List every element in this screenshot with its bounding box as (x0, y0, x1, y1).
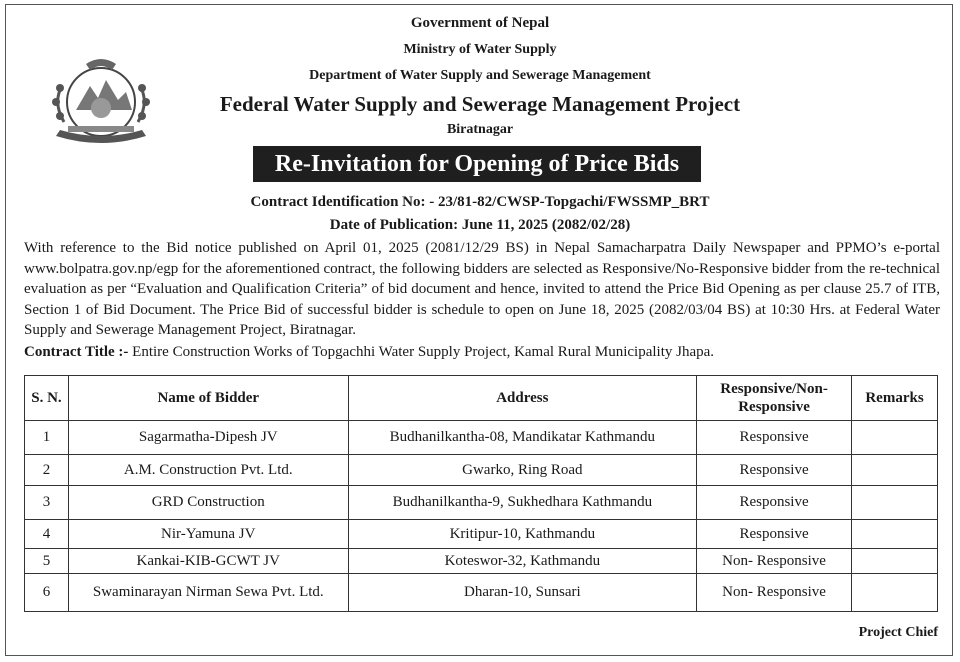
cell-sn: 1 (25, 421, 69, 455)
cell-remarks (852, 520, 938, 549)
cell-remarks (852, 486, 938, 520)
cell-sn: 2 (25, 455, 69, 486)
cell-address: Kritipur-10, Kathmandu (348, 520, 697, 549)
cell-status: Responsive (697, 486, 852, 520)
cell-remarks (852, 574, 938, 612)
publication-date: Date of Publication: June 11, 2025 (2082/02/28) (329, 217, 631, 233)
contract-title (24, 342, 940, 362)
header-responsive: Responsive/Non-Responsive (697, 376, 852, 421)
cell-name: A.M. Construction Pvt. Ltd. (68, 455, 348, 486)
header-name: Name of Bidder (68, 376, 348, 421)
header-address: Address (348, 376, 697, 421)
cell-status: Responsive (697, 520, 852, 549)
contract-title-label: Contract Title :- (24, 344, 129, 360)
cell-status: Non- Responsive (697, 549, 852, 574)
contract-title-value: Entire Construction Works of Topgachhi Water Supply Project, Kamal Rural Municipality Jhapa. (128, 344, 715, 360)
cell-name: Kankai-KIB-GCWT JV (68, 549, 348, 574)
contract-identification: Contract Identification No: - 23/81-82/CWSP-Topgachi/FWSSMP_BRT (250, 194, 710, 210)
cell-address: Dharan-10, Sunsari (348, 574, 697, 612)
header-location: Biratnagar (446, 122, 514, 137)
header-department: Department of Water Supply and Sewerage Management (309, 68, 651, 83)
header-project: Federal Water Supply and Sewerage Management Project (219, 92, 741, 116)
cell-sn: 4 (25, 520, 69, 549)
cell-sn: 6 (25, 574, 69, 612)
cell-name: Sagarmatha-Dipesh JV (68, 421, 348, 455)
table-row (25, 421, 938, 455)
cell-status: Responsive (697, 455, 852, 486)
table-row (25, 486, 938, 520)
table-row (25, 549, 938, 574)
table-row (25, 574, 938, 612)
table-row (25, 455, 938, 486)
header-ministry: Ministry of Water Supply (403, 42, 557, 57)
cell-remarks (852, 455, 938, 486)
cell-status: Responsive (697, 421, 852, 455)
cell-status: Non- Responsive (697, 574, 852, 612)
cell-sn: 5 (25, 549, 69, 574)
cell-address: Budhanilkantha-08, Mandikatar Kathmandu (348, 421, 697, 455)
table-header-row (25, 376, 938, 421)
cell-address: Gwarko, Ring Road (348, 455, 697, 486)
bidders-table (24, 375, 938, 612)
cell-name: GRD Construction (68, 486, 348, 520)
notice-body: With reference to the Bid notice published on April 01, 2025 (2081/12/29 BS) in Nepal Samacharpatra Daily Newspaper and PPMO’s e-portal www.bolpatra.gov.np/egp for the aforementioned contract, the following bidders are selected as Responsive/No-Responsive bidder from the re-technical evaluation as per “Evaluation and Qualification Criteria” of bid document and hence, invited to attend the Price Bid Opening as per clause 25.7 of ITB, Section 1 of Bid Document. The Price Bid of successful bidder is schedule to open on June 18, 2025 (2082/03/04 BS) at 10:30 Hrs. at Federal Water Supply and Sewerage Management Project, Biratnagar. (24, 240, 940, 338)
cell-sn: 3 (25, 486, 69, 520)
cell-name: Swaminarayan Nirman Sewa Pvt. Ltd. (68, 574, 348, 612)
signature-project-chief: Project Chief (858, 625, 938, 640)
cell-address: Budhanilkantha-9, Sukhedhara Kathmandu (348, 486, 697, 520)
header-remarks: Remarks (852, 376, 938, 421)
header-sn: S. N. (25, 376, 69, 421)
cell-remarks (852, 421, 938, 455)
cell-name: Nir-Yamuna JV (68, 520, 348, 549)
cell-address: Koteswor-32, Kathmandu (348, 549, 697, 574)
header-government: Government of Nepal (410, 15, 550, 31)
cell-remarks (852, 549, 938, 574)
notice-title-banner: Re-Invitation for Opening of Price Bids (253, 146, 701, 182)
table-row (25, 520, 938, 549)
